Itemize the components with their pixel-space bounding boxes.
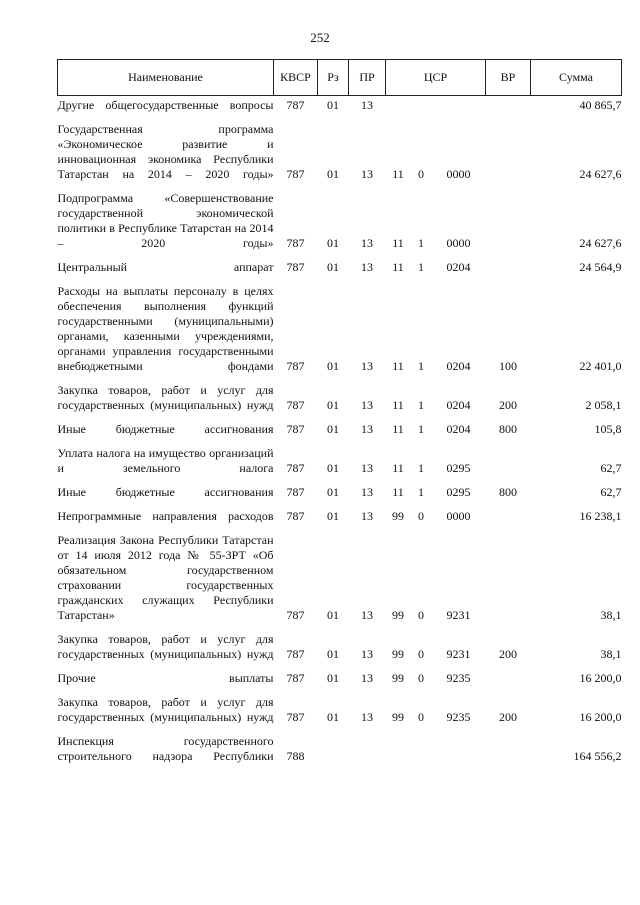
row-rz: 01: [327, 167, 339, 181]
header-sum: Сумма: [531, 60, 622, 96]
row-pr: 13: [361, 167, 373, 181]
table-row: [58, 483, 622, 507]
row-csr-subprogram: 0: [418, 608, 424, 622]
row-csr-code: [432, 732, 486, 771]
row-csr-program: 99: [392, 647, 404, 661]
row-vr: [486, 96, 531, 121]
row-csr-code: 0000: [446, 236, 471, 250]
row-csr-subprogram: [411, 732, 432, 771]
page-number: 252: [310, 30, 330, 45]
row-kvsr: 787: [286, 236, 305, 250]
row-csr-program: 99: [392, 710, 404, 724]
row-csr-program: [386, 732, 411, 771]
row-name: Центральный аппарат: [57, 260, 274, 274]
row-vr: 800: [499, 422, 518, 436]
row-rz: 01: [327, 647, 339, 661]
row-vr: 100: [499, 359, 518, 373]
row-sum: 105,8: [594, 422, 622, 436]
row-csr-code: 0295: [446, 461, 471, 475]
row-rz: 01: [327, 260, 339, 274]
header-pr: ПР: [349, 60, 386, 96]
row-vr: [486, 258, 531, 282]
row-kvsr: 787: [286, 422, 305, 436]
row-kvsr: 787: [286, 485, 305, 499]
row-csr-code: 0204: [446, 422, 471, 436]
table-row: [58, 120, 622, 189]
row-name: Другие общегосударственные вопросы: [57, 98, 274, 112]
row-csr-subprogram: [411, 96, 432, 121]
row-csr-program: 99: [392, 509, 404, 523]
header-vr: ВР: [486, 60, 531, 96]
row-csr-subprogram: 1: [418, 236, 424, 250]
table-row: [58, 444, 622, 483]
table-row: [58, 189, 622, 258]
row-rz: 01: [327, 671, 339, 685]
row-kvsr: 787: [286, 647, 305, 661]
row-sum: 22 401,0: [579, 359, 622, 373]
row-pr: 13: [361, 608, 373, 622]
table-row: [58, 420, 622, 444]
row-rz: [318, 732, 349, 771]
row-vr: 200: [499, 398, 518, 412]
row-csr-program: 11: [392, 398, 404, 412]
row-csr-program: 11: [392, 167, 404, 181]
row-kvsr: 788: [286, 749, 305, 763]
row-vr: [486, 669, 531, 693]
row-name: Закупка товаров, работ и услуг для государственных (муниципальных) нужд: [57, 383, 274, 412]
header-csr: ЦСР: [386, 60, 486, 96]
row-name: Подпрограмма «Совершенствование государственной экономической политики в Республике Татарстан на 2014 – 2020 годы»: [57, 191, 274, 250]
row-sum: 164 556,2: [573, 749, 622, 763]
row-vr: 800: [499, 485, 518, 499]
row-csr-subprogram: 1: [418, 422, 424, 436]
row-rz: 01: [327, 422, 339, 436]
row-pr: 13: [361, 671, 373, 685]
row-csr-code: 0000: [446, 509, 471, 523]
row-pr: 13: [361, 260, 373, 274]
header-kvsr: КВСР: [274, 60, 318, 96]
table-row: [58, 531, 622, 630]
row-pr: 13: [361, 461, 373, 475]
row-sum: 16 200,0: [579, 710, 622, 724]
row-pr: 13: [361, 710, 373, 724]
row-csr-program: [386, 96, 411, 121]
row-rz: 01: [327, 236, 339, 250]
row-csr-program: 11: [392, 260, 404, 274]
row-name: Прочие выплаты: [57, 671, 274, 685]
row-kvsr: 787: [286, 398, 305, 412]
row-csr-code: 9235: [446, 671, 471, 685]
header-name: Наименование: [58, 60, 274, 96]
row-rz: 01: [327, 398, 339, 412]
row-csr-program: 99: [392, 671, 404, 685]
row-csr-code: 9235: [446, 710, 471, 724]
row-rz: 01: [327, 608, 339, 622]
row-sum: 38,1: [600, 608, 622, 622]
row-sum: 16 238,1: [579, 509, 622, 523]
row-csr-subprogram: 0: [418, 167, 424, 181]
row-name: Уплата налога на имущество организаций и земельного налога: [57, 446, 274, 475]
table-row: [58, 693, 622, 732]
row-csr-subprogram: 1: [418, 485, 424, 499]
row-csr-code: 9231: [446, 608, 471, 622]
row-csr-code: [432, 96, 486, 121]
row-rz: 01: [327, 98, 339, 112]
row-name: Закупка товаров, работ и услуг для государственных (муниципальных) нужд: [57, 632, 274, 661]
row-kvsr: 787: [286, 98, 305, 112]
row-csr-code: 0204: [446, 398, 471, 412]
row-pr: [349, 732, 386, 771]
row-name: Закупка товаров, работ и услуг для государственных (муниципальных) нужд: [57, 695, 274, 724]
table-row: [58, 96, 622, 121]
row-name: Иные бюджетные ассигнования: [57, 485, 274, 499]
row-sum: 2 058,1: [585, 398, 622, 412]
table-row: [58, 732, 622, 771]
row-csr-subprogram: 1: [418, 461, 424, 475]
row-csr-code: 9231: [446, 647, 471, 661]
row-sum: 24 564,9: [579, 260, 622, 274]
row-csr-subprogram: 0: [418, 671, 424, 685]
row-sum: 24 627,6: [579, 167, 622, 181]
table-row: [58, 282, 622, 381]
row-vr: [486, 120, 531, 189]
row-vr: 200: [499, 647, 518, 661]
row-pr: 13: [361, 485, 373, 499]
row-csr-program: 11: [392, 359, 404, 373]
row-csr-code: 0295: [446, 485, 471, 499]
row-kvsr: 787: [286, 359, 305, 373]
row-sum: 16 200,0: [579, 671, 622, 685]
table-row: [58, 669, 622, 693]
row-vr: [486, 444, 531, 483]
table-row: [58, 630, 622, 669]
row-vr: [486, 189, 531, 258]
row-kvsr: 787: [286, 461, 305, 475]
row-csr-subprogram: 1: [418, 398, 424, 412]
row-name: Инспекция государственного строительного надзора Республики: [57, 734, 274, 763]
row-kvsr: 787: [286, 710, 305, 724]
row-csr-code: 0204: [446, 260, 471, 274]
row-csr-subprogram: 1: [418, 359, 424, 373]
row-name: Расходы на выплаты персоналу в целях обеспечения выполнения функций государственными (муниципальными) органами, казенными учреждениями, органами управления государственными внебюджетными фондами: [57, 284, 274, 373]
row-sum: 62,7: [600, 461, 622, 475]
row-sum: 40 865,7: [579, 98, 622, 112]
budget-table: [57, 59, 622, 771]
row-csr-subprogram: 0: [418, 509, 424, 523]
row-sum: 38,1: [600, 647, 622, 661]
row-rz: 01: [327, 359, 339, 373]
row-csr-subprogram: 0: [418, 710, 424, 724]
row-pr: 13: [361, 422, 373, 436]
row-vr: [486, 732, 531, 771]
row-csr-program: 99: [392, 608, 404, 622]
row-kvsr: 787: [286, 167, 305, 181]
row-csr-subprogram: 0: [418, 647, 424, 661]
row-csr-program: 11: [392, 422, 404, 436]
header-rz: Рз: [318, 60, 349, 96]
row-vr: 200: [499, 710, 518, 724]
row-name: Иные бюджетные ассигнования: [57, 422, 274, 436]
row-kvsr: 787: [286, 509, 305, 523]
row-sum: 62,7: [600, 485, 622, 499]
row-csr-subprogram: 1: [418, 260, 424, 274]
row-pr: 13: [361, 647, 373, 661]
row-name: Непрограммные направления расходов: [57, 509, 274, 523]
row-kvsr: 787: [286, 260, 305, 274]
row-rz: 01: [327, 710, 339, 724]
row-kvsr: 787: [286, 671, 305, 685]
table-row: [58, 381, 622, 420]
row-pr: 13: [361, 236, 373, 250]
row-rz: 01: [327, 509, 339, 523]
row-csr-code: 0204: [446, 359, 471, 373]
row-pr: 13: [361, 398, 373, 412]
table-header-row: [58, 60, 622, 96]
row-csr-program: 11: [392, 236, 404, 250]
row-csr-code: 0000: [446, 167, 471, 181]
row-csr-program: 11: [392, 485, 404, 499]
row-vr: [486, 531, 531, 630]
row-name: Реализация Закона Республики Татарстан от 14 июля 2012 года № 55-ЗРТ «Об обязательном государственном страховании государственных гражданских служащих Республики Татарстан»: [57, 533, 274, 622]
row-csr-program: 11: [392, 461, 404, 475]
row-rz: 01: [327, 461, 339, 475]
row-pr: 13: [361, 509, 373, 523]
row-vr: [486, 507, 531, 531]
table-row: [58, 507, 622, 531]
row-name: Государственная программа «Экономическое развитие и инновационная экономика Республики Татарстан на 2014 – 2020 годы»: [57, 122, 274, 181]
row-kvsr: 787: [286, 608, 305, 622]
row-rz: 01: [327, 485, 339, 499]
row-pr: 13: [361, 98, 373, 112]
table-row: [58, 258, 622, 282]
row-sum: 24 627,6: [579, 236, 622, 250]
row-pr: 13: [361, 359, 373, 373]
